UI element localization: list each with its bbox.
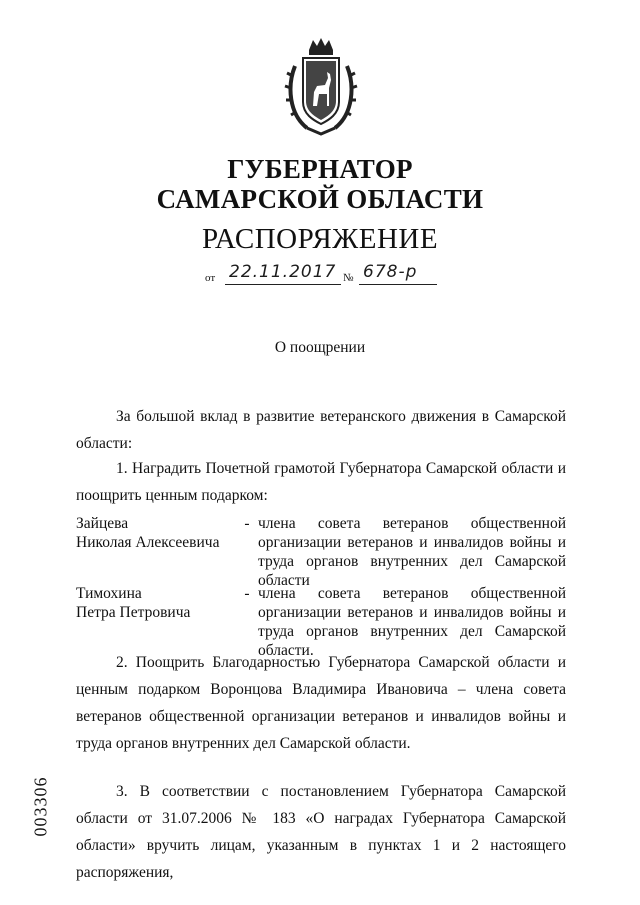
item-2-paragraph: 2. Поощрить Благодарностью Губернатора Самарской области и ценным подарком Воронцова Владимира Ивановича – члена совета ветеранов общественной организации ветеранов и инвалидов войны и труда органов внутренних дел Самарской области. bbox=[76, 654, 566, 752]
margin-registration-stamp bbox=[26, 766, 56, 856]
awardee-name bbox=[76, 514, 236, 552]
document-subject: О поощрении bbox=[274, 339, 366, 356]
awardee-entry bbox=[76, 584, 566, 659]
awardee-given-names: Петра Петровича bbox=[76, 604, 191, 621]
registration-line bbox=[205, 264, 445, 286]
handwritten-number: 678-р bbox=[363, 262, 418, 282]
document-type-heading: РАСПОРЯЖЕНИЕ bbox=[201, 223, 439, 255]
entry-dash: - bbox=[244, 585, 250, 602]
samara-region-coat-of-arms-icon bbox=[283, 36, 359, 138]
region-title: САМАРСКОЙ ОБЛАСТИ bbox=[156, 184, 484, 214]
handwritten-date: 22.11.2017 bbox=[229, 262, 337, 282]
date-label: от bbox=[205, 272, 216, 284]
governor-title: ГУБЕРНАТОР bbox=[227, 154, 413, 184]
date-underline bbox=[225, 284, 341, 285]
stamp-number: 003306 bbox=[30, 776, 51, 837]
entry-dash: - bbox=[244, 515, 250, 532]
awardee-given-names: Николая Алексеевича bbox=[76, 534, 220, 551]
awardee-description: члена совета ветеранов общественной организации ветеранов и инвалидов войны и труда органов внутренних дел Самарской области. bbox=[258, 585, 566, 659]
awardee-entry bbox=[76, 514, 566, 589]
awardee-name bbox=[76, 584, 236, 622]
awardee-surname: Тимохина bbox=[76, 585, 142, 602]
item-3-paragraph: 3. В соответствии с постановлением Губернатора Самарской области от 31.07.2006 № 183 «О наградах Губернатора Самарской области» вручить лицам, указанным в пунктах 1 и 2 настоящего распоряжения, bbox=[76, 783, 566, 881]
number-underline bbox=[359, 284, 437, 285]
intro-paragraph: За большой вклад в развитие ветеранского движения в Самарской области: bbox=[76, 408, 566, 452]
awardee-surname: Зайцева bbox=[76, 515, 129, 532]
awardee-description: члена совета ветеранов общественной организации ветеранов и инвалидов войны и труда органов внутренних дел Самарской области bbox=[258, 515, 566, 589]
number-label: № bbox=[343, 272, 354, 284]
item-1-paragraph: 1. Наградить Почетной грамотой Губернатора Самарской области и поощрить ценным подарком: bbox=[76, 460, 566, 504]
